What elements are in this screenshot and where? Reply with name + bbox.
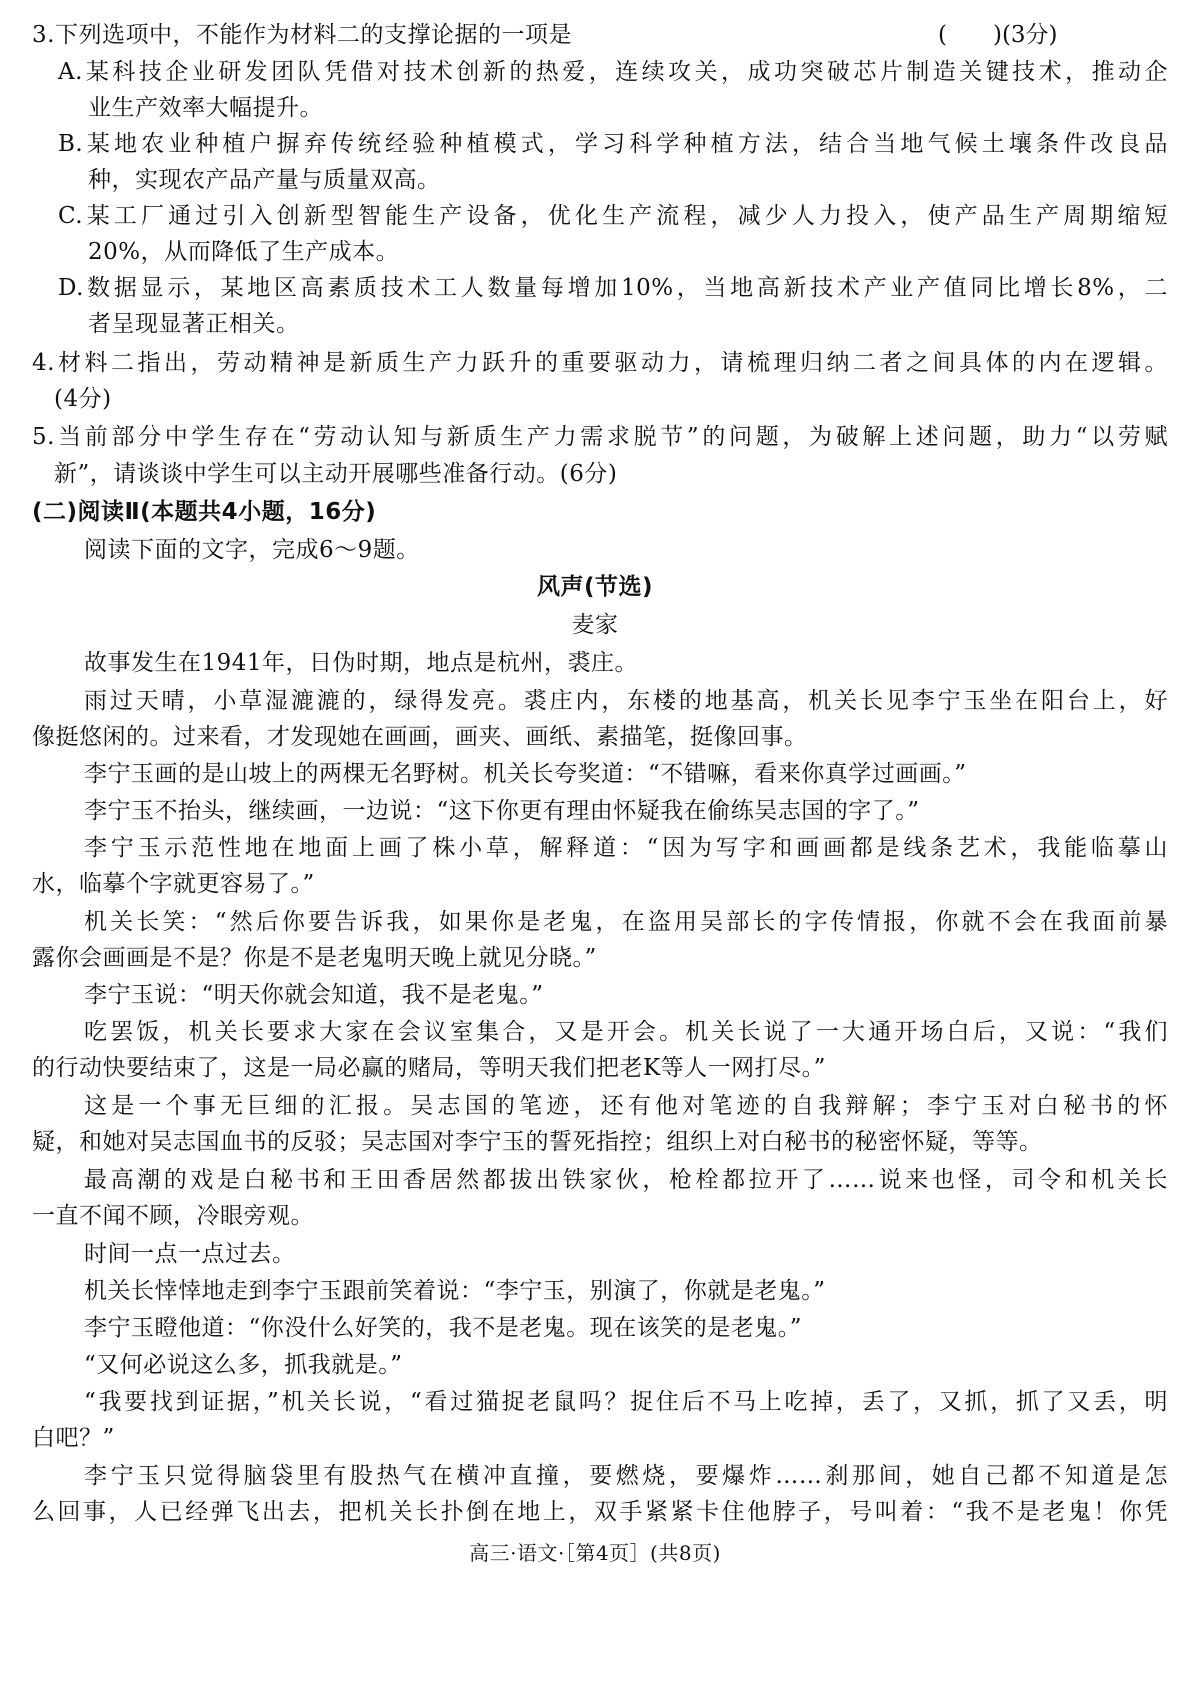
q5-line2: 新”，请谈谈中学生可以主动开展哪些准备行动。(6分): [54, 461, 618, 487]
story-line: 李宁玉画的是山坡上的两棵无名野树。机关长夸奖道：“不错嘛，看来你真学过画画。”: [84, 761, 967, 787]
story-line: 最高潮的戏是白秘书和王田香居然都拔出铁家伙，枪栓都拉开了……说来也怪，司令和机关长: [84, 1167, 1168, 1193]
story-line: 李宁玉不抬头，继续画，一边说：“这下你更有理由怀疑我在偷练吴志国的字了。”: [84, 798, 920, 824]
story-line: 像挺悠闲的。过来看，才发现她在画画，画夹、画纸、素描笔，挺像回事。: [32, 724, 808, 750]
story-line: 李宁玉瞪他道：“你没什么好笑的，我不是老鬼。现在该笑的是老鬼。”: [84, 1315, 803, 1341]
story-line: 李宁玉只觉得脑袋里有股热气在横冲直撞，要燃烧，要爆炸……刹那间，她自己都不知道是怎: [84, 1463, 1168, 1489]
story-line: 水，临摹个字就更容易了。”: [32, 871, 315, 897]
q4-line2: (4分): [54, 386, 112, 412]
story-line: 露你会画画是不是？你是不是老鬼明天晚上就见分晓。”: [32, 945, 597, 971]
story-line: 疑，和她对吴志国血书的反驳；吴志国对李宁玉的誓死指控；组织上对白秘书的秘密怀疑，等等。: [32, 1129, 1043, 1155]
story-line: 么回事，人已经弹飞出去，把机关长扑倒在地上，双手紧紧卡住他脖子，号叫着：“我不是老鬼！你凭: [32, 1499, 1168, 1525]
section-heading: (二)阅读Ⅱ(本题共4小题，16分): [32, 499, 377, 525]
story-line: 机关长悻悻地走到李宁玉跟前笑着说：“李宁玉，别演了，你就是老鬼。”: [84, 1278, 826, 1304]
story-line: 雨过天晴，小草湿漉漉的，绿得发亮。裘庄内，东楼的地基高，机关长见李宁玉坐在阳台上，好: [84, 688, 1168, 714]
q3-answer-paren: ( )(3分): [938, 22, 1058, 48]
story-line: 这是一个事无巨细的汇报。吴志国的笔迹，还有他对笔迹的自我辩解；李宁玉对白秘书的怀: [84, 1093, 1168, 1119]
story-line: 李宁玉说：“明天你就会知道，我不是老鬼。”: [84, 982, 544, 1008]
story-line: 时间一点一点过去。: [84, 1241, 296, 1267]
story-line: 机关长笑：“然后你要告诉我，如果你是老鬼，在盗用吴部长的字传情报，你就不会在我面前暴: [84, 909, 1168, 935]
q3-option-a-line2: 业生产效率大幅提升。: [88, 95, 323, 121]
story-line: 吃罢饭，机关长要求大家在会议室集合，又是开会。机关长说了一大通开场白后，又说：“我们: [84, 1019, 1168, 1045]
q3-option-c-line2: 20%，从而降低了生产成本。: [88, 239, 400, 265]
q3-option-b-line2: 种，实现农产品产量与质量双高。: [88, 167, 441, 193]
q3-option-d-line2: 者呈现显著正相关。: [88, 311, 300, 337]
q3-option-d-line1: D.数据显示，某地区高素质技术工人数量每增加10%，当地高新技术产业产值同比增长8%，二: [58, 275, 1168, 301]
story-line: 白吧？”: [32, 1425, 115, 1451]
story-line: 故事发生在1941年，日伪时期，地点是杭州，裘庄。: [84, 650, 639, 676]
story-line: “我要找到证据，”机关长说，“看过猫捉老鼠吗？捉住后不马上吃掉，丢了，又抓，抓了又丢，明: [84, 1389, 1168, 1415]
story-line: 的行动快要结束了，这是一局必赢的赌局，等明天我们把老K等人一网打尽。”: [32, 1055, 826, 1081]
q3-stem: 3.下列选项中，不能作为材料二的支撑论据的一项是: [32, 22, 572, 48]
q3-option-a-line1: A.某科技企业研发团队凭借对技术创新的热爱，连续攻关，成功突破芯片制造关键技术，推动企: [58, 59, 1168, 85]
story-author: 麦家: [571, 612, 619, 638]
q3-option-b-line1: B.某地农业种植户摒弃传统经验种植模式，学习科学种植方法，结合当地气候土壤条件改良品: [58, 131, 1168, 157]
q3-option-c-line1: C.某工厂通过引入创新型智能生产设备，优化生产流程，减少人力投入，使产品生产周期缩短: [58, 203, 1168, 229]
section-instruction: 阅读下面的文字，完成6～9题。: [84, 537, 420, 563]
q5-line1: 5.当前部分中学生存在“劳动认知与新质生产力需求脱节”的问题，为破解上述问题，助力“以劳赋: [32, 424, 1168, 450]
story-line: “又何必说这么多，抓我就是。”: [84, 1352, 403, 1378]
page-footer: 高三·语文·［第4页］(共8页): [469, 1541, 721, 1565]
story-line: 李宁玉示范性地在地面上画了株小草，解释道：“因为写字和画画都是线条艺术，我能临摹山: [84, 835, 1168, 861]
story-title: 风声(节选): [536, 574, 654, 600]
story-line: 一直不闻不顾，冷眼旁观。: [32, 1203, 314, 1229]
q4-line1: 4.材料二指出，劳动精神是新质生产力跃升的重要驱动力，请梳理归纳二者之间具体的内在逻辑。: [32, 350, 1168, 376]
